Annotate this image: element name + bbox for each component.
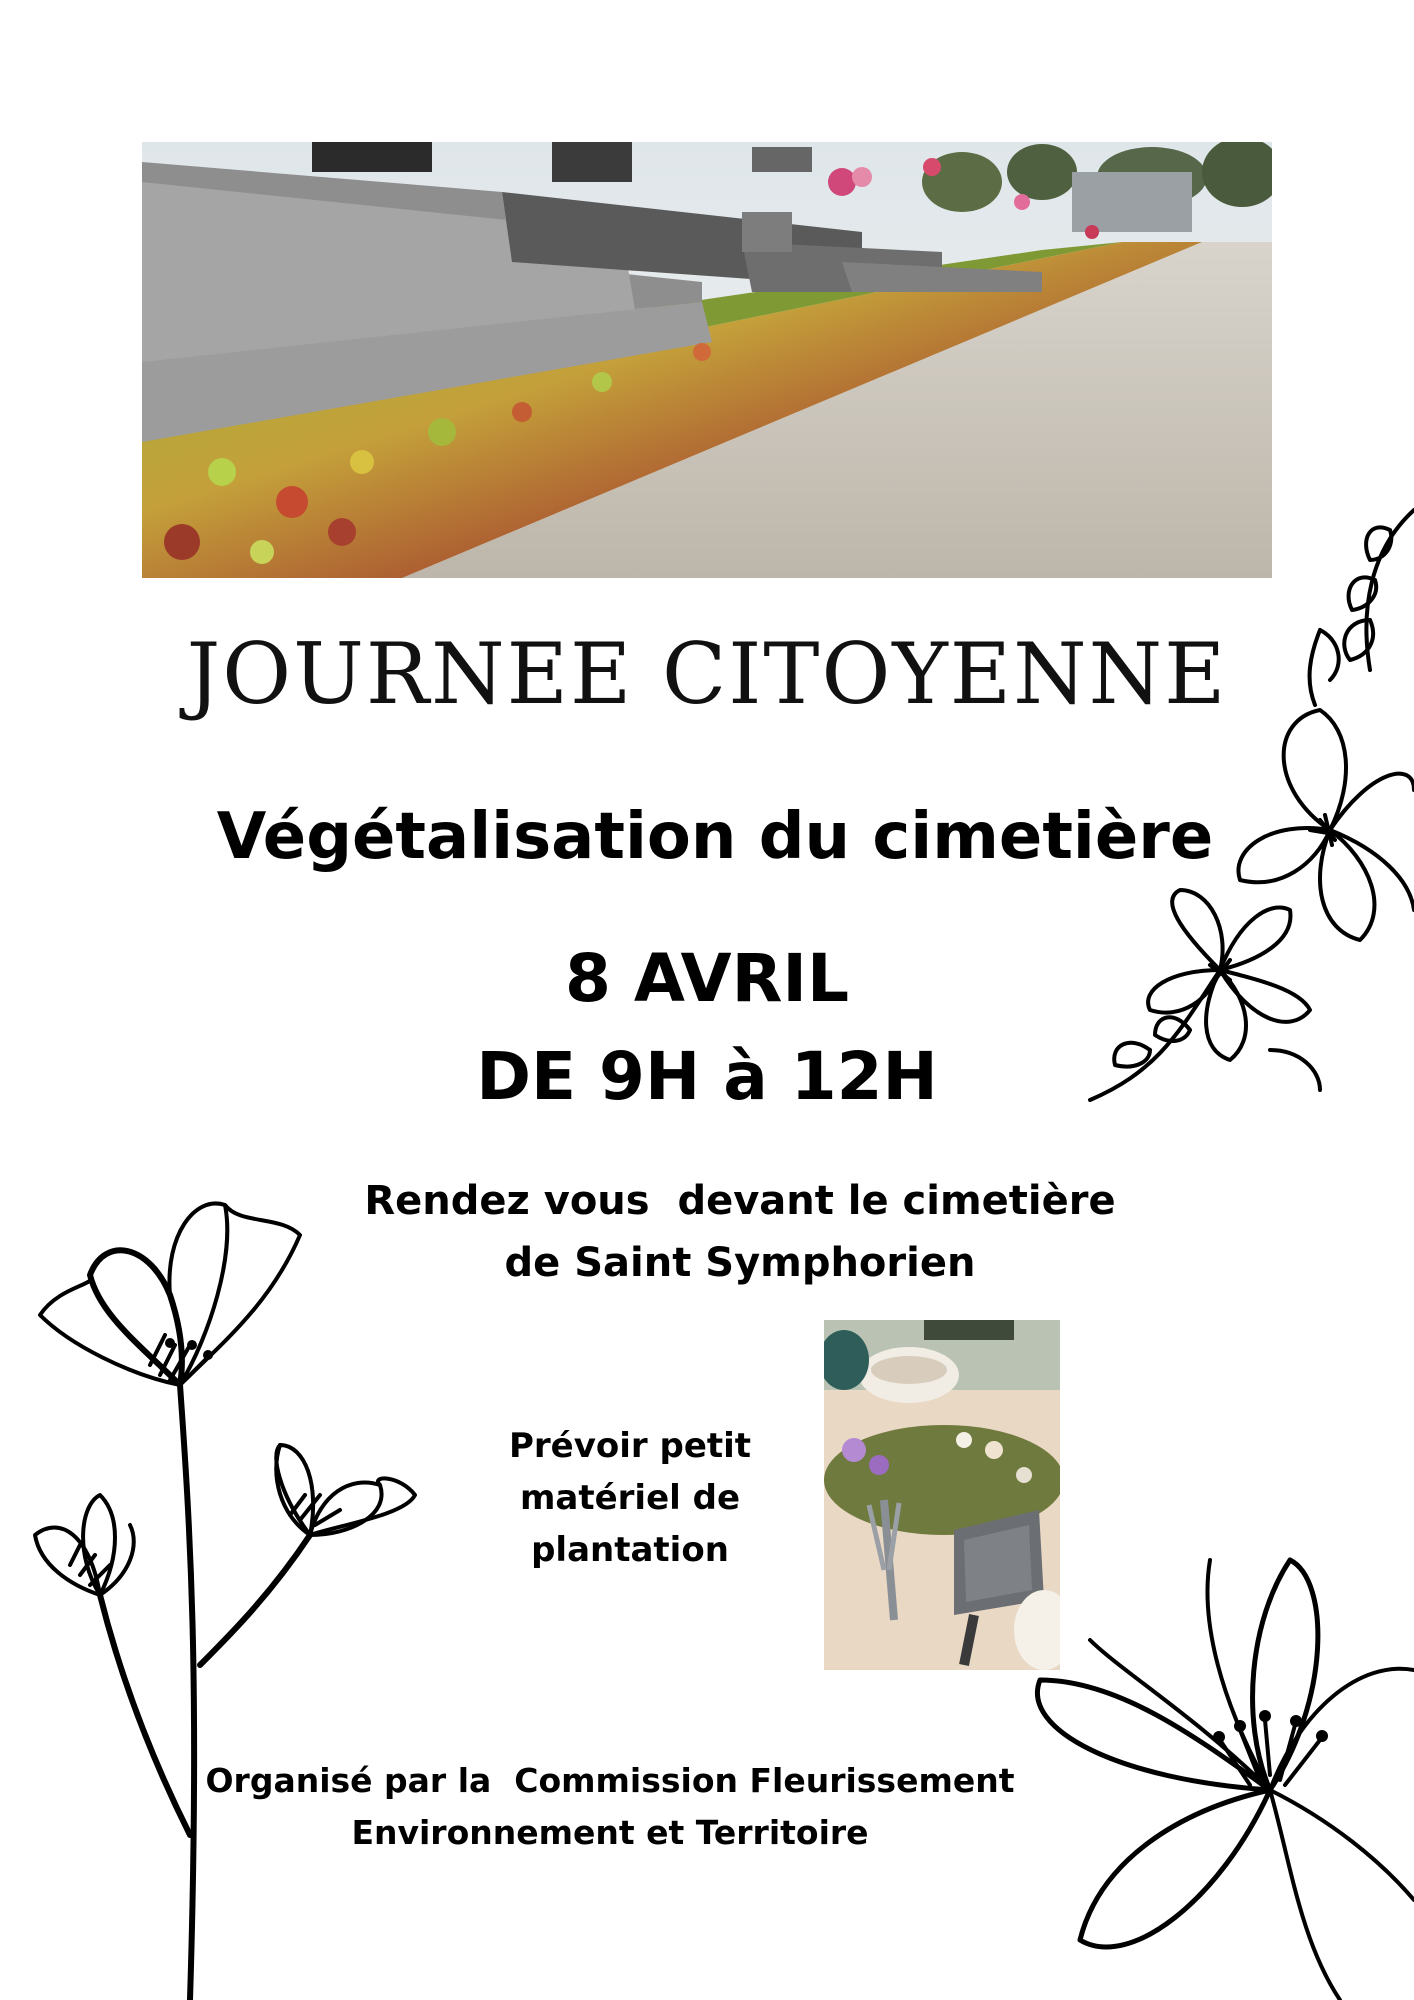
meeting-line-1: Rendez vous devant le cimetière: [364, 1178, 1116, 1224]
flower-illustration-right: [1070, 490, 1414, 1110]
event-subtitle: Végétalisation du cimetière: [216, 800, 1214, 874]
flower-illustration-left: [20, 1195, 440, 2000]
material-line-2: matériel de: [519, 1478, 741, 1518]
event-date: 8 AVRIL: [564, 940, 849, 1017]
flower-illustration-bottom-right: [1000, 1520, 1414, 2000]
material-note: [480, 1420, 780, 1576]
organizer-line-2: Environnement et Territoire: [351, 1813, 869, 1852]
material-line-1: Prévoir petit: [508, 1426, 752, 1466]
page-title: JOURNEE CITOYENNE: [186, 625, 1228, 723]
organizer-line-1: Organisé par la Commission Fleurissement: [205, 1761, 1015, 1800]
meeting-line-2: de Saint Symphorien: [504, 1240, 976, 1286]
material-line-3: plantation: [531, 1530, 729, 1570]
event-time: DE 9H à 12H: [476, 1038, 938, 1115]
